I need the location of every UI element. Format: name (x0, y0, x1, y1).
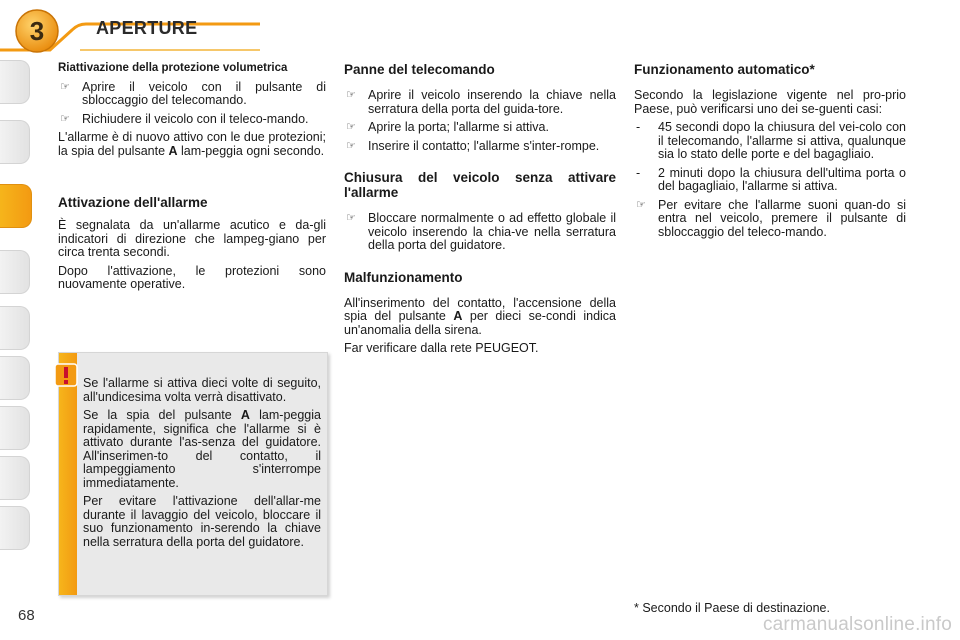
chapter-badge (14, 8, 60, 54)
paragraph: Far verificare dalla rete PEUGEOT. (344, 341, 539, 355)
hand-pointer-icon: ☞ (636, 198, 646, 211)
paragraph: Se l'allarme si attiva dieci volte di seguito, all'undicesima volta verrà disattivato. (83, 376, 321, 404)
paragraph: Dopo l'attivazione, le protezioni sono nuovamente operative. (58, 263, 326, 291)
page-number: 68 (18, 607, 35, 624)
section-title-funzionamento: Funzionamento automatico* (634, 62, 815, 77)
list-item: ☞ Aprire il veicolo inserendo la chiave nella serratura della porta del guida-tore. (346, 88, 616, 116)
paragraph: L'allarme è di nuovo attivo con le due protezioni; la spia del pulsante A lam-peggia ogni secondo. (58, 130, 326, 158)
section-title-malfunzionamento: Malfunzionamento (344, 269, 463, 285)
list-item: - 2 minuti dopo la chiusura dell'ultima porta o del bagagliaio, l'allarme si attiva. (636, 165, 906, 193)
hand-pointer-icon: ☞ (346, 121, 356, 133)
hand-pointer-icon: ☞ (60, 112, 70, 125)
section-title-riattivazione: Riattivazione della protezione volumetrica (58, 62, 288, 74)
paragraph: All'inserimento del contatto, l'accensione della spia del pulsante A per dieci se-condi indica un'anomalia della sirena. (344, 295, 617, 337)
chapter-tab-7[interactable] (0, 406, 30, 450)
column-middle (344, 62, 616, 361)
button-label-a: A (453, 309, 463, 323)
chapter-tab-4[interactable] (0, 250, 30, 294)
list-item: ☞ Aprire la porta; l'allarme si attiva. (346, 120, 549, 134)
list-item: ☞ Bloccare normalmente o ad effetto globale il veicolo inserendo la chia-ve nella serratura della porta del guidatore. (346, 211, 616, 252)
section-title-chiusura: Chiusura del veicolo senza attivare l'allarme (344, 170, 616, 200)
column-right (634, 62, 906, 244)
exclamation-icon (54, 363, 78, 387)
watermark: carmanualsonline.info (762, 614, 952, 635)
button-label-a: A (168, 143, 178, 158)
paragraph: Per evitare l'attivazione dell'allar-me durante il lavaggio del veicolo, bloccare il suo funzionamento in-serendo la chiave nella serratura della porta del guidatore. (83, 494, 321, 549)
chapter-tab-9[interactable] (0, 506, 30, 550)
button-label-a: A (240, 408, 250, 422)
section-title-panne: Panne del telecomando (344, 62, 495, 77)
paragraph: Secondo la legislazione vigente nel pro-prio Paese, può verificarsi uno dei se-guenti casi: (634, 88, 906, 116)
footnote: * Secondo il Paese di destinazione. (634, 601, 830, 615)
list-item: ☞ Per evitare che l'allarme suoni quan-do si entra nel veicolo, premere il pulsante di sbloccaggio del teleco-mando. (636, 197, 906, 239)
chapter-tab-5[interactable] (0, 306, 30, 350)
warning-text (83, 377, 321, 554)
hand-pointer-icon: ☞ (346, 212, 356, 224)
chapter-header (0, 0, 960, 52)
chapter-tab-3-active[interactable] (0, 184, 32, 228)
list-item: - 45 secondi dopo la chiusura del vei-colo con il telecomando, l'allarme si attiva, qualunque sia lo stato delle porte e del bagagliaio. (636, 120, 906, 161)
section-title-attivazione: Attivazione dell'allarme (58, 195, 208, 210)
chapter-tab-8[interactable] (0, 456, 30, 500)
list-item: ☞ Aprire il veicolo con il pulsante di sbloccaggio del telecomando. (60, 79, 326, 107)
paragraph: Se la spia del pulsante A lam-peggia rapidamente, significa che l'allarme si è attivato durante l'as-senza del guidatore. All'inserimen-to del contatto, il lampeggiamento s'interrompe immediatamente. (83, 408, 321, 490)
chapter-title: APERTURE (96, 18, 198, 38)
list-item: ☞ Inserire il contatto; l'allarme s'inter-rompe. (346, 138, 600, 153)
chapter-tab-6[interactable] (0, 356, 30, 400)
warning-stripe (59, 353, 77, 595)
hand-pointer-icon: ☞ (346, 89, 356, 101)
hand-pointer-icon: ☞ (346, 139, 356, 152)
column-left (58, 62, 326, 297)
paragraph: È segnalata da un'allarme acutico e da-gli indicatori di direzione che lampeg-giano per circa trenta secondi. (58, 218, 326, 259)
list-item: ☞ Richiudere il veicolo con il teleco-mando. (60, 111, 309, 126)
chapter-tabs (0, 60, 34, 580)
chapter-tab-1[interactable] (0, 60, 30, 104)
chapter-number: 3 (29, 16, 45, 46)
hand-pointer-icon: ☞ (60, 80, 70, 93)
chapter-tab-2[interactable] (0, 120, 30, 164)
